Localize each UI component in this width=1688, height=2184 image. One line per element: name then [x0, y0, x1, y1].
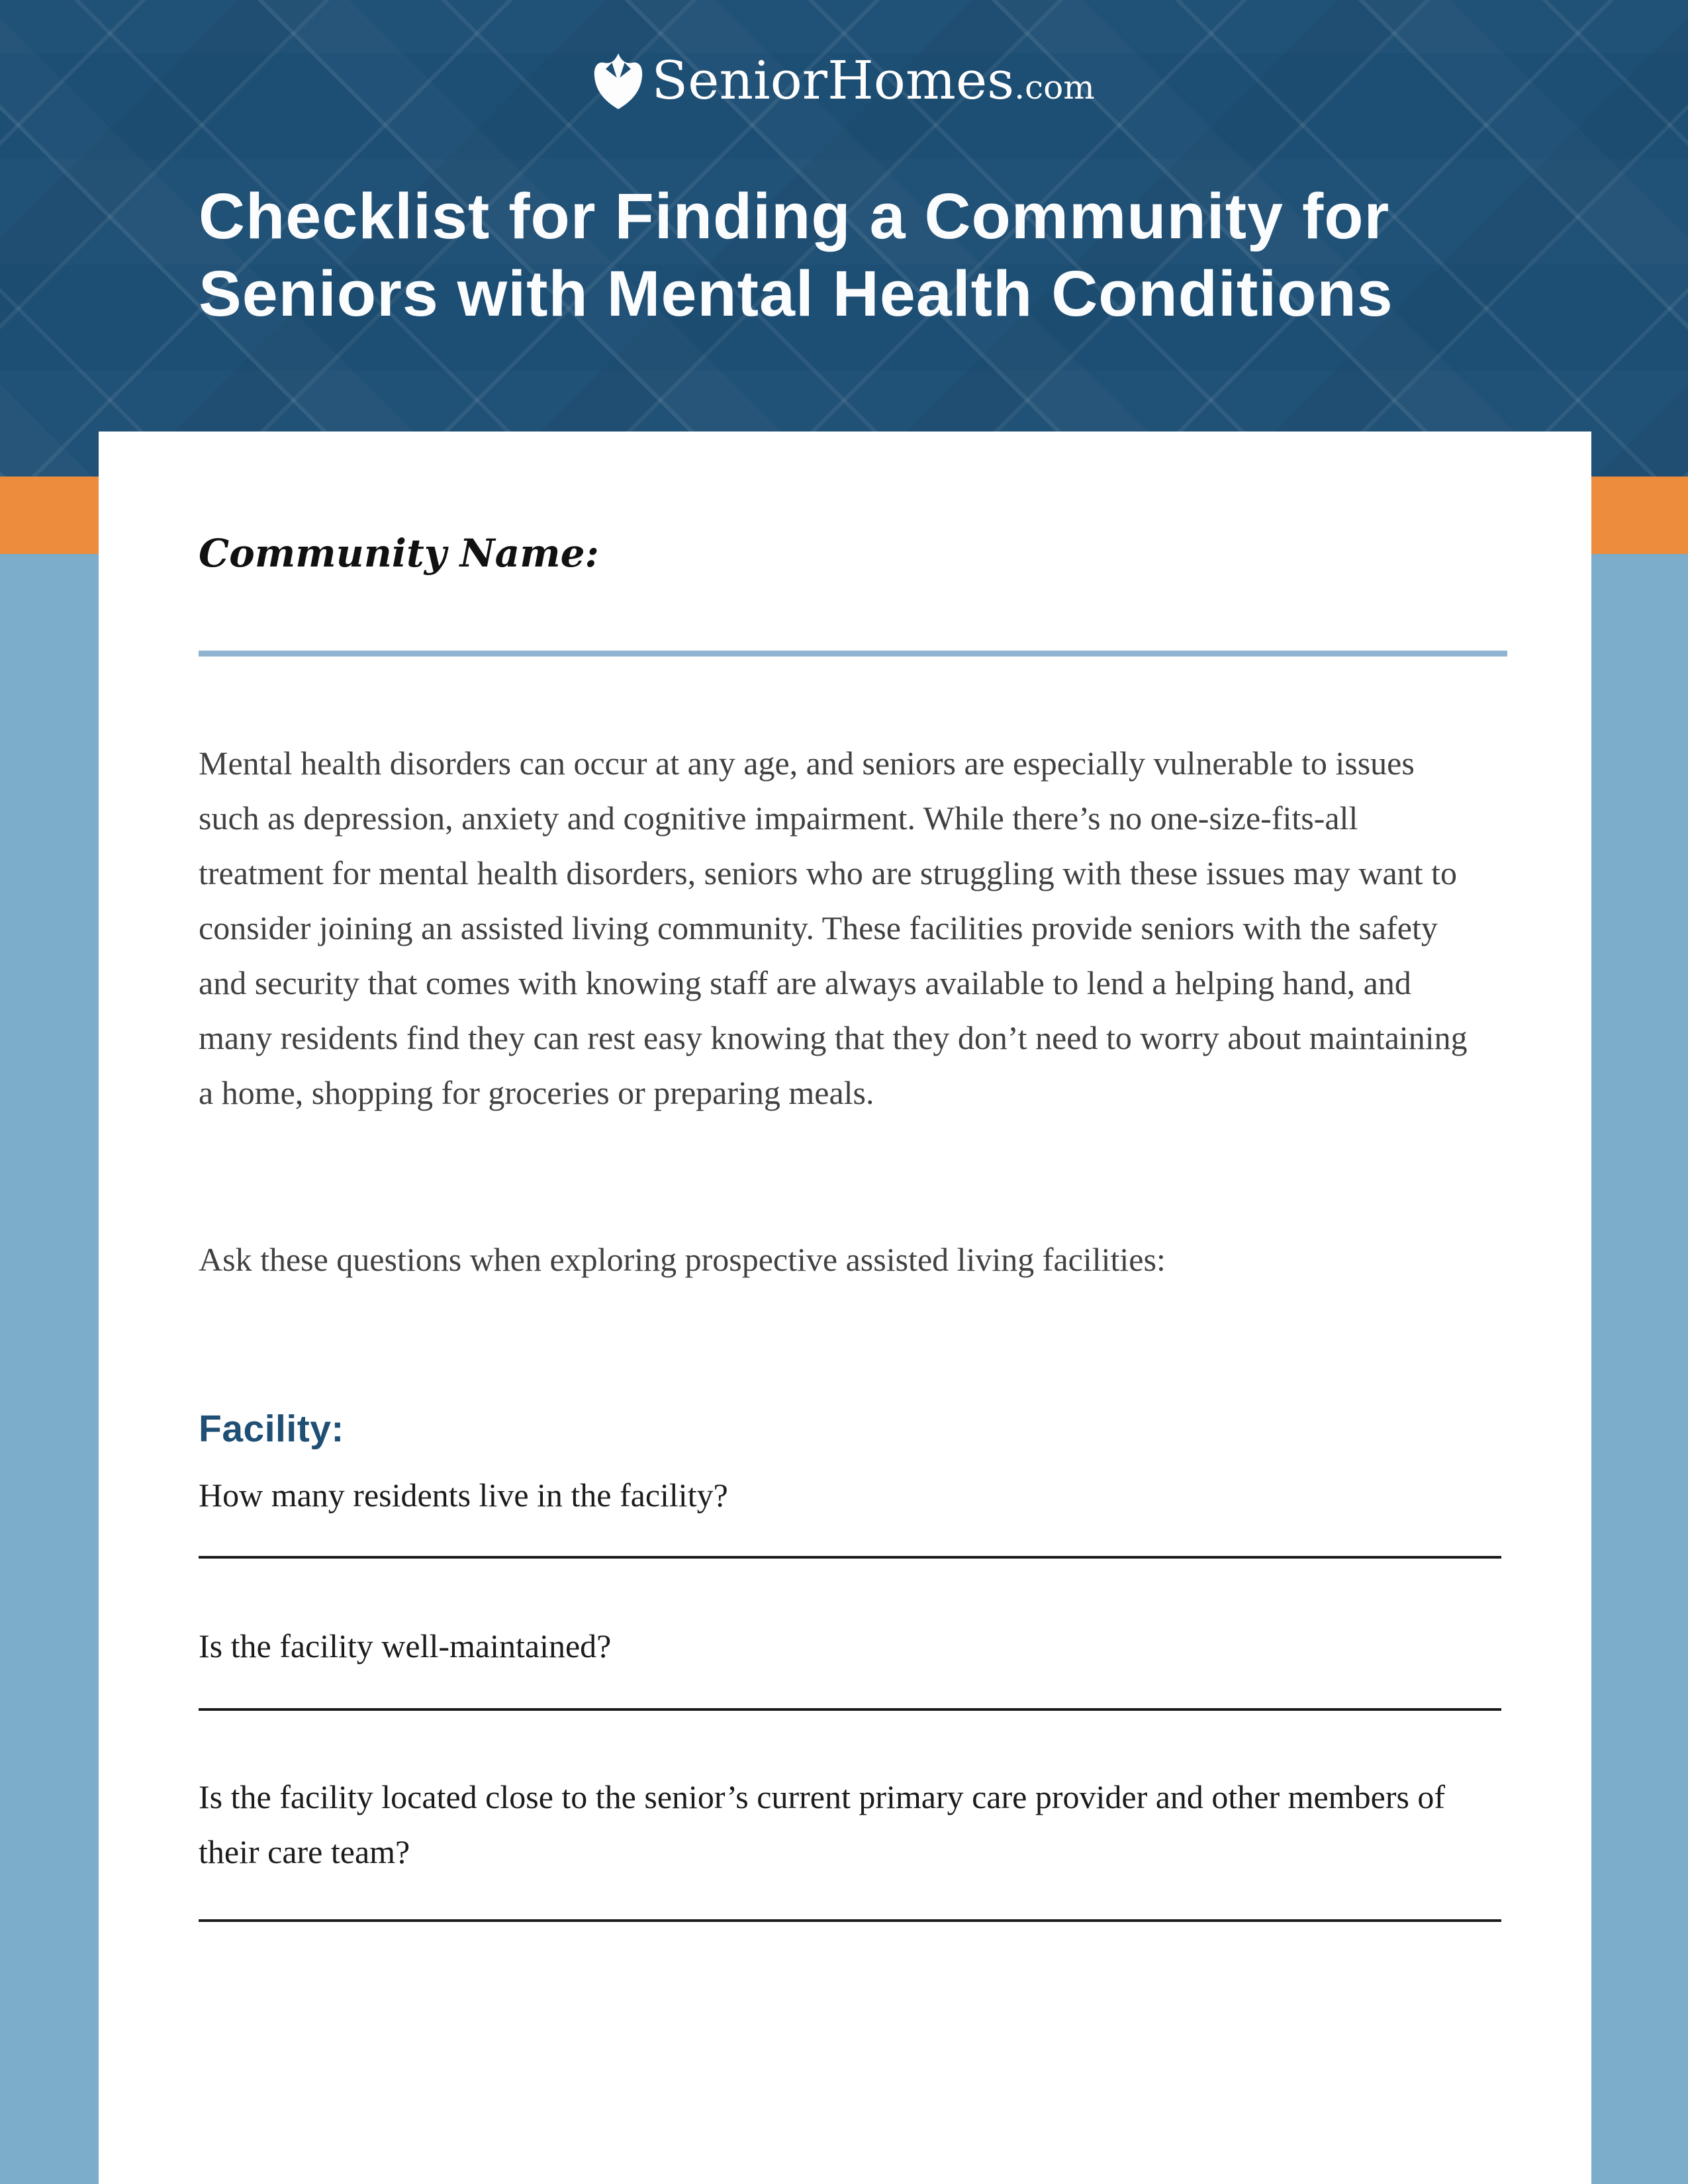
brand-text	[651, 50, 1095, 111]
brand-name: SeniorHomes	[651, 50, 1015, 111]
question-located-close: Is the facility located close to the senior’s current primary care provider and other members of their care team?	[199, 1778, 1446, 1870]
page-title-line-2: Seniors with Mental Health Conditions	[199, 257, 1393, 330]
tulip-icon	[593, 52, 643, 110]
community-name-label: Community Name:	[199, 531, 599, 576]
brand-suffix: .com	[1014, 68, 1095, 107]
intro-paragraph: Mental health disorders can occur at any age, and seniors are especially vulnerable to issues such as depression, anxiety and cognitive impairment. While there’s no one-size-fits-all treatment for mental health disorders, seniors who are struggling with these issues may want to consider joining an assisted living community. These facilities provide seniors with the safety and security that comes with knowing staff are always available to lend a helping hand, and many residents find they can rest easy knowing that they don’t need to worry about maintaining a home, shopping for groceries or preparing meals.	[199, 745, 1468, 1111]
ask-questions-line: Ask these questions when exploring prospective assisted living facilities:	[199, 1241, 1166, 1278]
page-title	[199, 177, 1393, 332]
answer-line-1	[199, 1556, 1501, 1559]
facility-section-heading: Facility:	[199, 1408, 344, 1450]
page-title-line-1: Checklist for Finding a Community for	[199, 180, 1390, 252]
community-name-write-in-line	[199, 651, 1507, 657]
answer-line-3	[199, 1919, 1501, 1922]
answer-line-2	[199, 1708, 1501, 1711]
question-well-maintained: Is the facility well-maintained?	[199, 1627, 612, 1664]
question-residents-count: How many residents live in the facility?	[199, 1477, 728, 1514]
brand-logo	[0, 52, 1688, 110]
content-card	[99, 432, 1591, 2184]
